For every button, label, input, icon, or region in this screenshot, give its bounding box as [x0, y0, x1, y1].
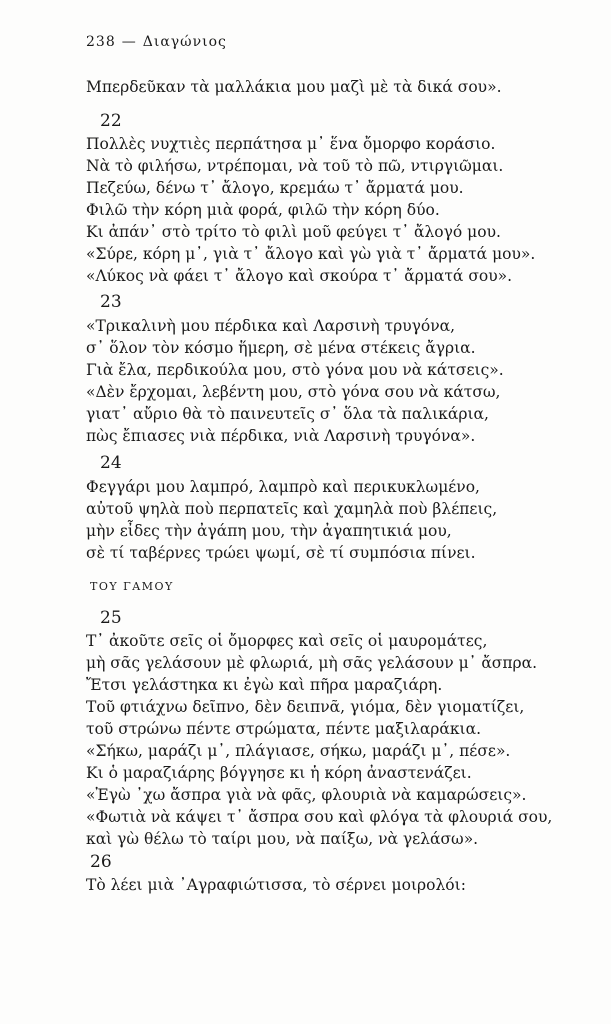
- poem-number-23: 23: [100, 292, 122, 312]
- poem-line: Ἔτσι γελάστηκα κι ἐγὼ καὶ πῆρα μαραζιάρη.: [86, 676, 443, 694]
- poem-line: Νὰ τὸ φιλήσω, ντρέπομαι, νὰ τοῦ τὸ πῶ, ντιργιῶμαι.: [86, 157, 504, 175]
- poem-number-22: 22: [100, 111, 122, 131]
- poem-line: «Σήκω, μαράζι μ᾽, πλάγιασε, σήκω, μαράζι μ᾽, πέσε».: [86, 742, 511, 760]
- poem-line: Τ᾽ ἀκοῦτε σεῖς οἱ ὄμορφες καὶ σεῖς οἱ μαυρομάτες,: [86, 632, 488, 650]
- poem-line: τοῦ στρώνω πέντε στρώματα, πέντε μαξιλαράκια.: [86, 720, 482, 738]
- running-title: Διαγώνιος: [142, 34, 227, 50]
- poem-line: «Τρικαλινὴ μου πέρδικα καὶ Λαρσινὴ τρυγόνα,: [86, 317, 456, 335]
- poem-line: «Φωτιὰ νὰ κάψει τ᾽ ἄσπρα σου καὶ φλόγα τὰ φλουριά σου,: [86, 808, 553, 826]
- poem-line: Πεζεύω, δένω τ᾽ ἄλογο, κρεμάω τ᾽ ἄρματά μου.: [86, 179, 464, 197]
- page-number: 238: [86, 34, 116, 50]
- poem-line: γιατ᾽ αὔριο θὰ τὸ παινευτεῖς σ᾽ ὅλα τὰ παλικάρια,: [86, 405, 489, 423]
- poem-line: σ᾽ ὅλον τὸν κόσμο ἥμερη, σὲ μένα στέκεις ἄγρια.: [86, 339, 476, 357]
- poem-line: Τὸ λέει μιὰ ᾽Αγραφιώτισσα, τὸ σέρνει μοιρολόι:: [86, 876, 466, 894]
- running-header: [86, 34, 227, 50]
- poem-line: Πολλὲς νυχτιὲς περπάτησα μ᾽ ἕνα ὄμορφο κοράσιο.: [86, 135, 496, 153]
- poem-line: Κι ἀπάν᾽ στὸ τρίτο τὸ φιλὶ μοῦ φεύγει τ᾽ ἄλογό μου.: [86, 223, 501, 241]
- poem-line: «Δὲν ἔρχομαι, λεβέντη μου, στὸ γόνα σου νὰ κάτσω,: [86, 383, 501, 401]
- poem-line: αὐτοῦ ψηλὰ ποὺ περπατεῖς καὶ χαμηλὰ ποὺ βλέπεις,: [86, 500, 498, 518]
- header-dash: —: [121, 34, 137, 50]
- poem-line: πὼς ἔπιασες νιὰ πέρδικα, νιὰ Λαρσινὴ τρυγόνα».: [86, 427, 476, 445]
- poem-line: μὴ σᾶς γελάσουν μὲ φλωριά, μὴ σᾶς γελάσουν μ᾽ ἄσπρα.: [86, 654, 538, 672]
- poem-number-24: 24: [100, 453, 122, 473]
- poem-24: [86, 476, 541, 564]
- poem-line: σὲ τί ταβέρνες τρώει ψωμί, σὲ τί συμπόσια πίνει.: [86, 544, 476, 562]
- poem-23: [86, 315, 541, 447]
- poem-line: Φεγγάρι μου λαμπρό, λαμπρὸ καὶ περικυκλωμένο,: [86, 478, 480, 496]
- poem-line: «Σύρε, κόρη μ᾽, γιὰ τ᾽ ἄλογο καὶ γὼ γιὰ τ᾽ ἄρματά μου».: [86, 245, 536, 263]
- poem-line: «Ἐγὼ ᾽χω ἄσπρα γιὰ νὰ φᾶς, φλουριὰ νὰ καμαρώσεις».: [86, 786, 527, 804]
- poem-line: Φιλῶ τὴν κόρη μιὰ φορά, φιλῶ τὴν κόρη δύο.: [86, 201, 440, 219]
- poem-line: Μπερδεῦκαν τὰ μαλλάκια μου μαζὶ μὲ τὰ δικά σου».: [86, 78, 502, 96]
- poem-number-26: 26: [90, 852, 112, 872]
- section-title: ΤΟΥ ΓΑΜΟΥ: [90, 580, 174, 593]
- poem-line: Γιὰ ἔλα, περδικούλα μου, στὸ γόνα μου νὰ κάτσεις».: [86, 361, 504, 379]
- poem-line: μὴν εἶδες τὴν ἀγάπη μου, τὴν ἀγαπητικιά μου,: [86, 522, 452, 540]
- poem-line: Τοῦ φτιάχνω δεῖπνο, δὲν δειπνᾶ, γιόμα, δὲν γιοματίζει,: [86, 698, 525, 716]
- poem-line: καὶ γὼ θέλω τὸ ταίρι μου, νὰ παίξω, νὰ γελάσω».: [86, 830, 479, 848]
- poem-22: [86, 133, 541, 287]
- poem-line: «Λύκος νὰ φάει τ᾽ ἄλογο καὶ σκούρα τ᾽ ἄρματά σου».: [86, 267, 513, 285]
- poem-26: [86, 874, 541, 896]
- opening-line-block: [86, 76, 541, 98]
- poem-25: [86, 630, 553, 850]
- poem-line: Κι ὁ μαραζιάρης βόγγησε κι ἡ κόρη ἀναστενάζει.: [86, 764, 472, 782]
- poem-number-25: 25: [100, 608, 122, 628]
